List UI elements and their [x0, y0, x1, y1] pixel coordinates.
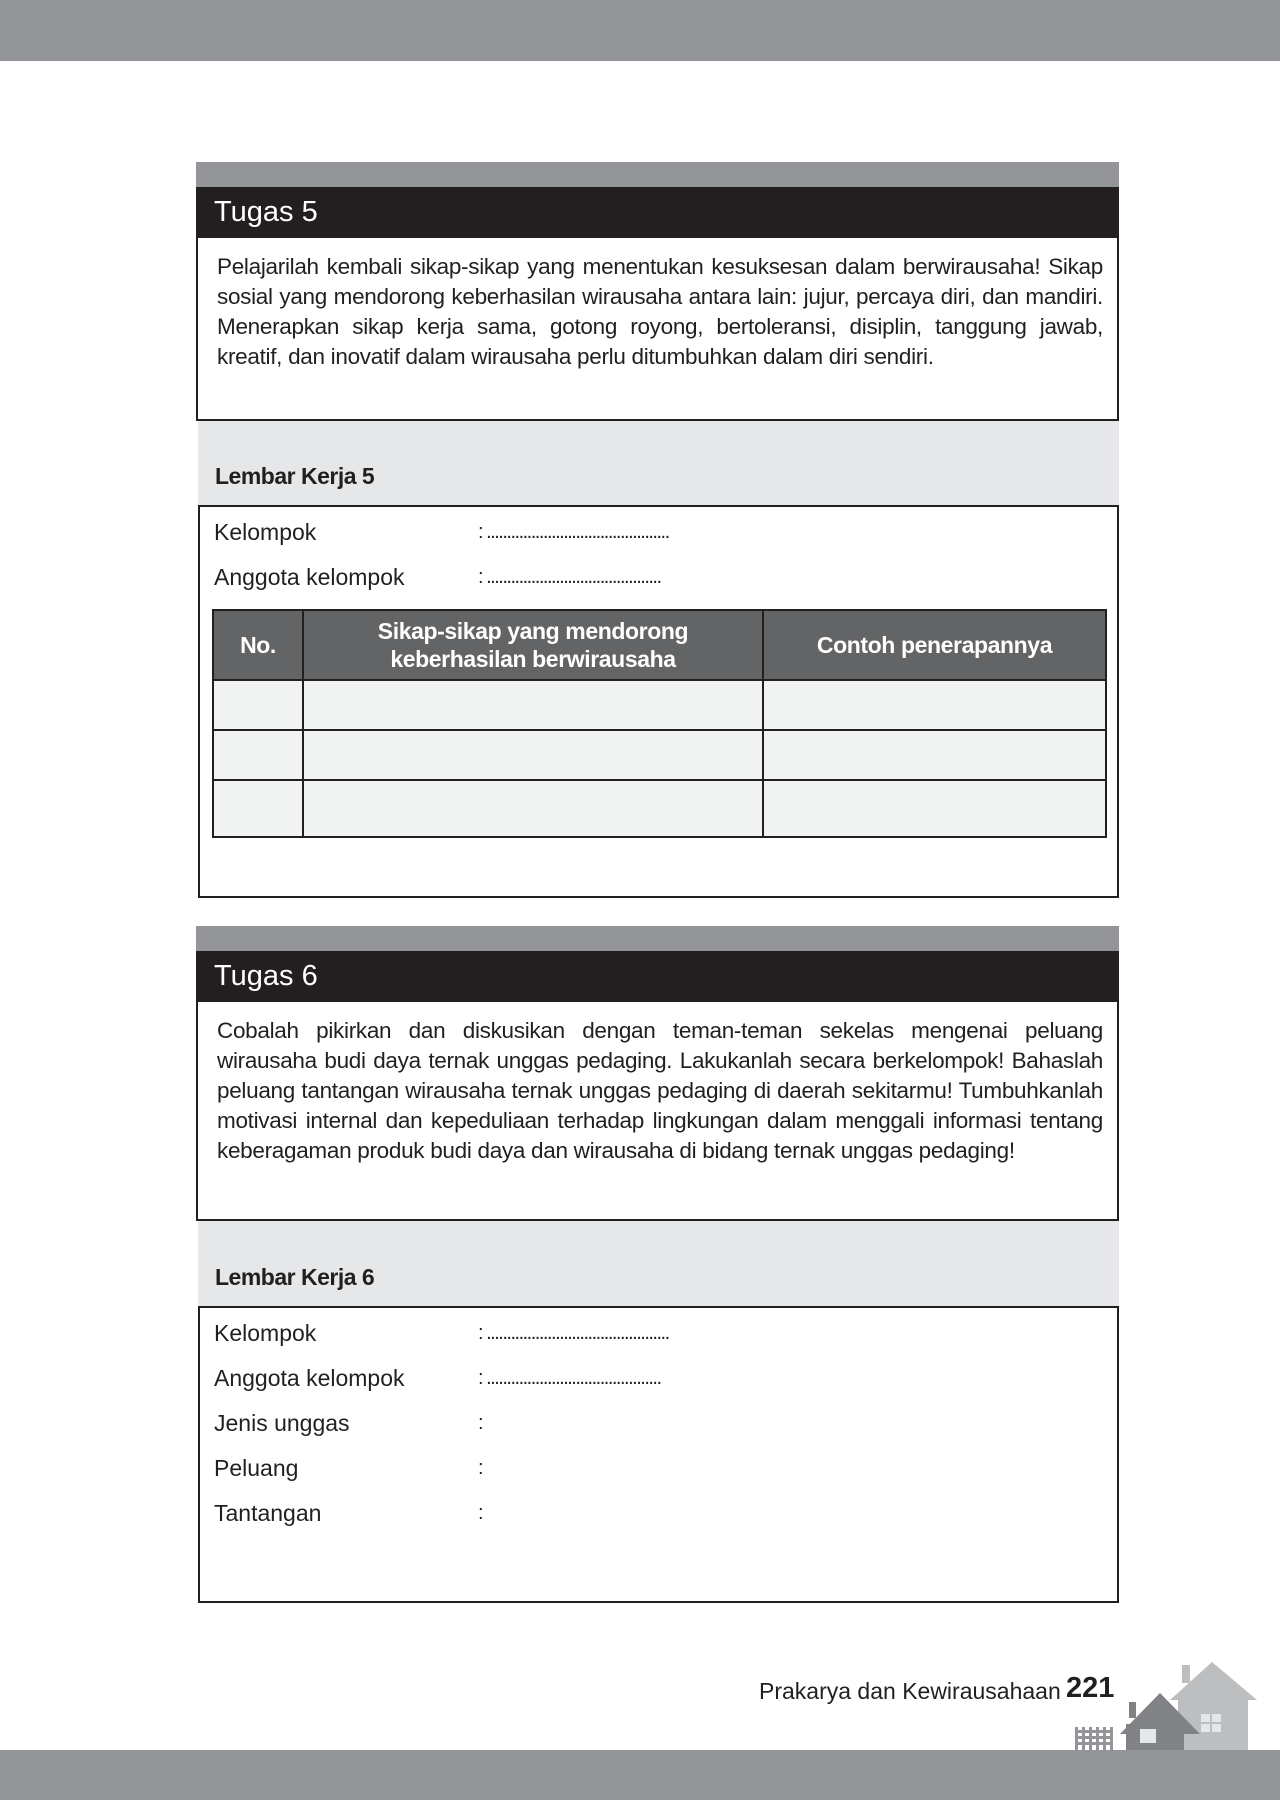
field-label: Jenis unggas — [214, 1410, 350, 1436]
table-cell[interactable] — [763, 780, 1106, 837]
task-body: Pelajarilah kembali sikap-sikap yang menentukan kesuksesan dalam berwirausaha! Sikap sosial yang mendorong keberhasilan wirausaha antara lain: jujur, percaya diri, dan mandiri. Menerapkan sikap kerja sama, gotong royong, bertoleransi, disiplin, tanggung jawab, kreatif, dan inovatif dalam wirausaha perlu ditumbuhkan dalam diri sendiri. — [196, 238, 1119, 421]
task-6 — [196, 926, 1119, 1221]
task-title: Tugas 6 — [196, 951, 1119, 1002]
table-cell[interactable] — [763, 730, 1106, 780]
field-value[interactable]: : ........................................... — [478, 1367, 661, 1389]
fence-icon — [1075, 1727, 1113, 1750]
houses-icon — [1060, 1650, 1280, 1750]
col-header-no: No. — [213, 610, 303, 680]
table-header-row — [213, 610, 1106, 680]
table-cell[interactable] — [303, 780, 763, 837]
field-value[interactable]: : — [478, 1457, 483, 1479]
col-header-contoh: Contoh penerapannya — [763, 610, 1106, 680]
worksheet-6-header — [198, 1221, 1119, 1307]
page-number: 221 — [1066, 1672, 1115, 1704]
table-cell[interactable] — [213, 730, 303, 780]
table-row — [213, 680, 1106, 730]
field-value[interactable]: : ........................................... — [478, 566, 661, 588]
task-strip — [196, 926, 1119, 951]
table-cell[interactable] — [763, 680, 1106, 730]
table-row — [213, 780, 1106, 837]
task-5 — [196, 162, 1119, 421]
field-label: Peluang — [214, 1455, 299, 1481]
worksheet-6 — [198, 1306, 1119, 1603]
worksheet-title: Lembar Kerja 6 — [215, 1264, 375, 1290]
task-strip — [196, 162, 1119, 187]
top-band — [0, 0, 1280, 61]
field-label: Kelompok — [214, 1320, 317, 1346]
field-label: Anggota kelompok — [214, 564, 405, 590]
table-row — [213, 730, 1106, 780]
worksheet-table — [212, 609, 1107, 838]
table-cell[interactable] — [213, 780, 303, 837]
worksheet-5-header — [198, 421, 1119, 506]
field-label: Anggota kelompok — [214, 1365, 405, 1391]
field-label: Kelompok — [214, 519, 317, 545]
worksheet-5 — [198, 505, 1119, 898]
table-cell[interactable] — [303, 680, 763, 730]
table-cell[interactable] — [213, 680, 303, 730]
field-value[interactable]: : ............................................. — [478, 1322, 669, 1344]
bottom-band — [0, 1750, 1280, 1800]
field-value[interactable]: : ............................................. — [478, 521, 669, 543]
book-title: Prakarya dan Kewirausahaan — [759, 1678, 1061, 1704]
field-label: Tantangan — [214, 1500, 322, 1526]
task-title: Tugas 5 — [196, 187, 1119, 238]
field-value[interactable]: : — [478, 1502, 483, 1524]
col-header-sikap: Sikap-sikap yang mendorong keberhasilan berwirausaha — [303, 610, 763, 680]
worksheet-title: Lembar Kerja 5 — [215, 463, 375, 489]
field-value[interactable]: : — [478, 1412, 483, 1434]
table-cell[interactable] — [303, 730, 763, 780]
task-body: Cobalah pikirkan dan diskusikan dengan teman-teman sekelas mengenai peluang wirausaha budi daya ternak unggas pedaging. Lakukanlah secara berkelompok! Bahaslah peluang tantangan wirausaha ternak unggas pedaging di daerah sekitarmu! Tumbuhkanlah motivasi internal dan kepeduliaan terhadap lingkungan dalam menggali informasi tentang keberagaman produk budi daya dan wirausaha di bidang ternak unggas pedaging! — [196, 1002, 1119, 1221]
